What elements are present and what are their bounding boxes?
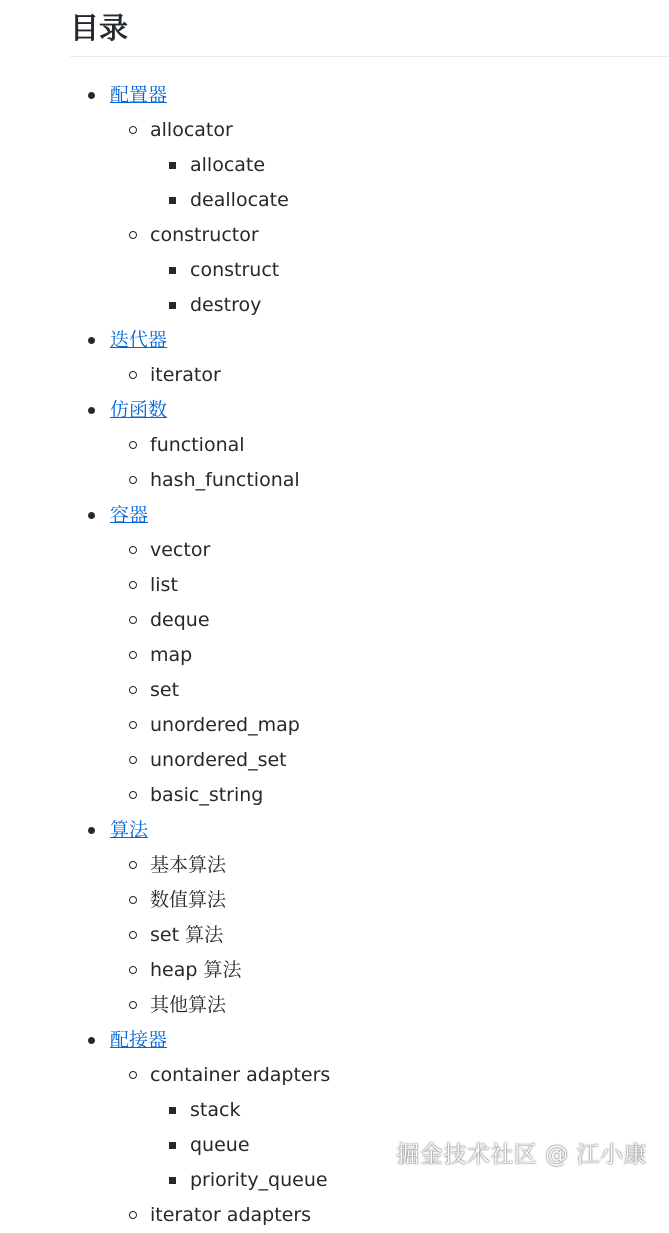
toc-subitem — [150, 428, 669, 463]
toc-row — [150, 428, 669, 463]
toc-subsubitem — [190, 288, 669, 323]
toc-row — [150, 953, 669, 988]
toc-subitem — [150, 533, 669, 568]
toc-row — [150, 918, 669, 953]
toc-row — [150, 463, 669, 498]
toc-sublist — [110, 428, 669, 498]
toc-container — [70, 0, 669, 1233]
toc-label: stack — [190, 1099, 241, 1121]
toc-sublist — [150, 253, 669, 323]
toc-row — [150, 1198, 669, 1233]
toc-link-迭代器[interactable]: 迭代器 — [110, 329, 168, 351]
toc-sublist — [110, 533, 669, 813]
toc-row — [150, 218, 669, 253]
toc-label: basic_string — [150, 784, 264, 806]
toc-link-算法[interactable]: 算法 — [110, 819, 149, 841]
toc-row — [190, 183, 669, 218]
circle-bullet-icon — [129, 651, 137, 659]
circle-bullet-icon — [129, 721, 137, 729]
toc-label: 数值算法 — [150, 889, 227, 911]
toc-label: hash_functional — [150, 469, 300, 491]
toc-row — [150, 743, 669, 778]
toc-label: constructor — [150, 224, 259, 246]
circle-bullet-icon — [129, 371, 137, 379]
circle-bullet-icon — [129, 231, 137, 239]
square-bullet-icon — [169, 197, 176, 204]
toc-subitem — [150, 603, 669, 638]
square-bullet-icon — [169, 267, 176, 274]
toc-subsubitem — [190, 183, 669, 218]
toc-label: iterator adapters — [150, 1204, 312, 1226]
toc-row — [190, 148, 669, 183]
toc-label: deallocate — [190, 189, 289, 211]
toc-label: queue — [190, 1134, 250, 1156]
toc-sublist — [110, 113, 669, 323]
circle-bullet-icon — [129, 966, 137, 974]
toc-section — [110, 393, 669, 498]
toc-label: unordered_set — [150, 749, 287, 771]
toc-row — [150, 883, 669, 918]
toc-subitem — [150, 743, 669, 778]
toc-label: set — [150, 679, 180, 701]
toc-subitem — [150, 638, 669, 673]
toc-section — [110, 813, 669, 1023]
circle-bullet-icon — [129, 861, 137, 869]
toc-label: functional — [150, 434, 245, 456]
page-title: 目录 — [70, 0, 669, 57]
toc-row — [190, 1093, 669, 1128]
toc-link-容器[interactable]: 容器 — [110, 504, 149, 526]
square-bullet-icon — [169, 162, 176, 169]
toc-row — [190, 288, 669, 323]
toc-row — [110, 813, 669, 848]
toc-label: 基本算法 — [150, 854, 227, 876]
toc-subitem — [150, 778, 669, 813]
toc-label: allocate — [190, 154, 266, 176]
circle-bullet-icon — [129, 1071, 137, 1079]
toc-row — [150, 568, 669, 603]
toc-row — [150, 533, 669, 568]
circle-bullet-icon — [129, 791, 137, 799]
circle-bullet-icon — [129, 546, 137, 554]
toc-subitem — [150, 988, 669, 1023]
toc-row — [110, 393, 669, 428]
disc-bullet-icon — [88, 407, 95, 414]
toc-label: list — [150, 574, 178, 596]
toc-row — [150, 708, 669, 743]
toc-section — [110, 78, 669, 323]
toc-sublist — [150, 148, 669, 218]
toc-label: container adapters — [150, 1064, 331, 1086]
square-bullet-icon — [169, 1107, 176, 1114]
toc-label: unordered_map — [150, 714, 300, 736]
circle-bullet-icon — [129, 581, 137, 589]
toc-subitem — [150, 568, 669, 603]
toc-label: priority_queue — [190, 1169, 328, 1191]
toc-row — [150, 673, 669, 708]
disc-bullet-icon — [88, 1037, 95, 1044]
toc-sublist — [110, 358, 669, 393]
toc-section — [110, 1023, 669, 1233]
circle-bullet-icon — [129, 686, 137, 694]
toc-label: heap 算法 — [150, 959, 242, 981]
circle-bullet-icon — [129, 126, 137, 134]
toc-subsubitem — [190, 148, 669, 183]
toc-label: construct — [190, 259, 280, 281]
toc-section — [110, 498, 669, 813]
toc-label: 其他算法 — [150, 994, 227, 1016]
circle-bullet-icon — [129, 1211, 137, 1219]
toc-row — [110, 1023, 669, 1058]
toc-link-配接器[interactable]: 配接器 — [110, 1029, 168, 1051]
watermark: 掘金技术社区 @ 江小康 — [396, 1142, 647, 1168]
toc-label: set 算法 — [150, 924, 224, 946]
toc-label: map — [150, 644, 193, 666]
disc-bullet-icon — [88, 512, 95, 519]
toc-subitem — [150, 883, 669, 918]
toc-subsubitem — [190, 253, 669, 288]
square-bullet-icon — [169, 1142, 176, 1149]
toc-row — [150, 988, 669, 1023]
toc-sublist — [110, 848, 669, 1023]
toc-subitem — [150, 218, 669, 323]
toc-row — [110, 498, 669, 533]
square-bullet-icon — [169, 302, 176, 309]
disc-bullet-icon — [88, 337, 95, 344]
disc-bullet-icon — [88, 92, 95, 99]
toc-row — [190, 253, 669, 288]
toc-subitem — [150, 463, 669, 498]
circle-bullet-icon — [129, 476, 137, 484]
toc-link-配置器[interactable]: 配置器 — [110, 84, 168, 106]
circle-bullet-icon — [129, 1001, 137, 1009]
toc-section — [110, 323, 669, 393]
toc-label: destroy — [190, 294, 262, 316]
toc-subitem — [150, 918, 669, 953]
toc-subitem — [150, 1198, 669, 1233]
toc-subitem — [150, 1058, 669, 1198]
toc-list — [70, 78, 669, 1233]
toc-label: vector — [150, 539, 211, 561]
toc-row — [150, 638, 669, 673]
toc-subsubitem — [190, 1093, 669, 1128]
square-bullet-icon — [169, 1177, 176, 1184]
disc-bullet-icon — [88, 827, 95, 834]
toc-subitem — [150, 848, 669, 883]
toc-subitem — [150, 113, 669, 218]
toc-row — [110, 323, 669, 358]
toc-subitem — [150, 358, 669, 393]
toc-subitem — [150, 953, 669, 988]
toc-row — [150, 358, 669, 393]
circle-bullet-icon — [129, 896, 137, 904]
circle-bullet-icon — [129, 931, 137, 939]
toc-label: deque — [150, 609, 210, 631]
toc-row — [150, 848, 669, 883]
toc-row — [150, 1058, 669, 1093]
toc-row — [150, 778, 669, 813]
toc-subitem — [150, 673, 669, 708]
toc-row — [150, 113, 669, 148]
toc-label: allocator — [150, 119, 233, 141]
circle-bullet-icon — [129, 756, 137, 764]
toc-row — [110, 78, 669, 113]
toc-subitem — [150, 708, 669, 743]
circle-bullet-icon — [129, 441, 137, 449]
circle-bullet-icon — [129, 616, 137, 624]
toc-label: iterator — [150, 364, 221, 386]
toc-link-仿函数[interactable]: 仿函数 — [110, 399, 168, 421]
toc-row — [150, 603, 669, 638]
